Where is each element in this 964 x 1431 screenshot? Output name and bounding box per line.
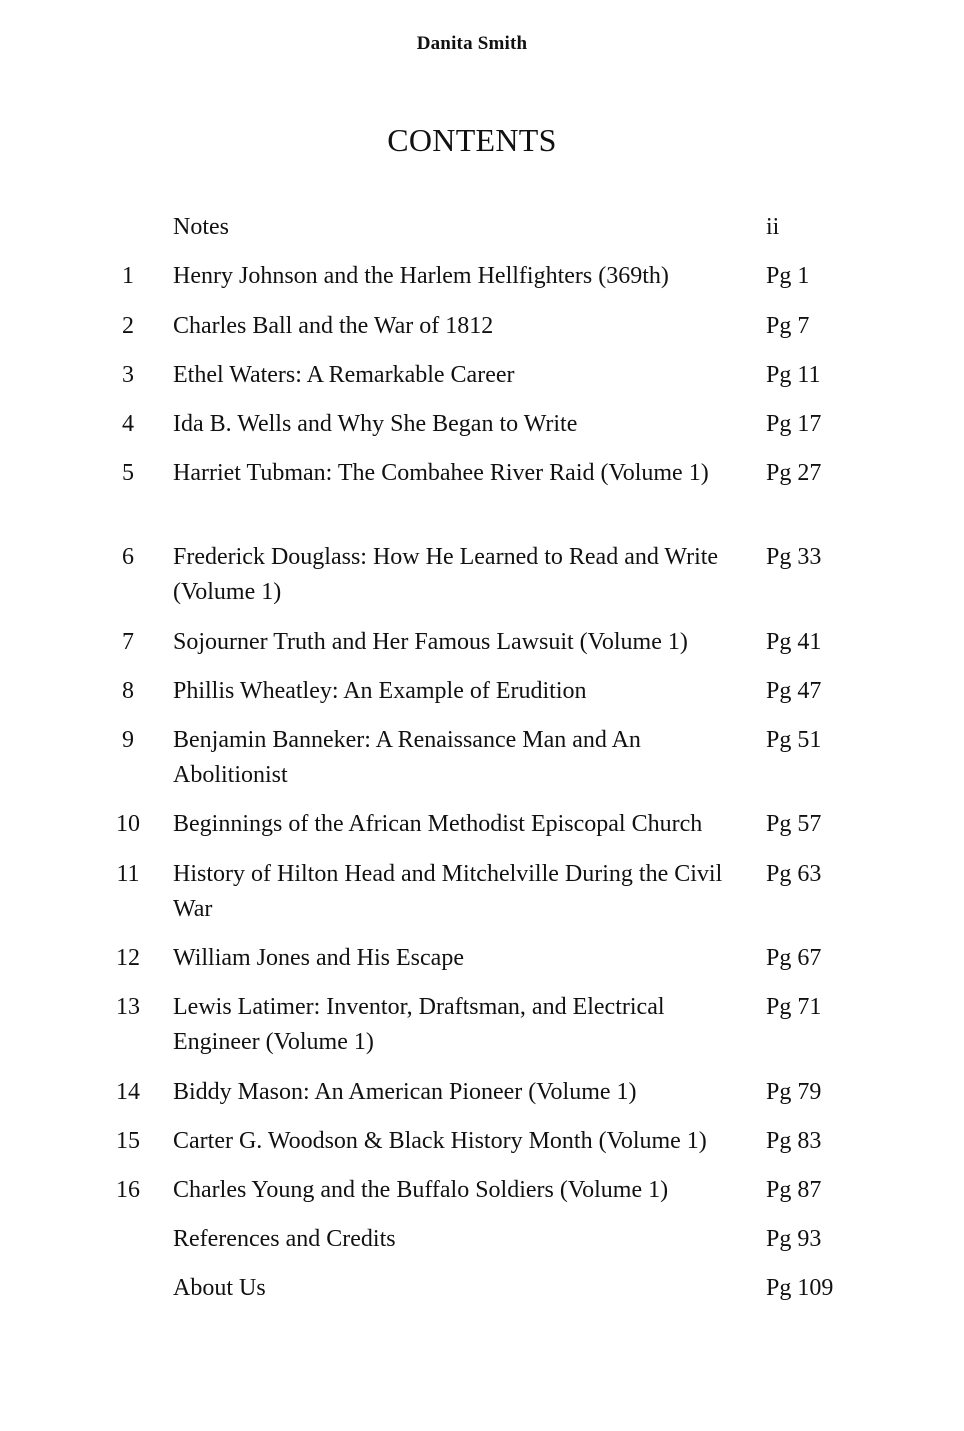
page-number: Pg 51 — [766, 727, 822, 753]
chapter-title: References and Credits — [173, 1226, 396, 1252]
chapter-title: Henry Johnson and the Harlem Hellfighters (369th) — [173, 263, 669, 289]
chapter-title: Lewis Latimer: Inventor, Draftsman, and Electrical Engineer (Volume 1) — [173, 994, 665, 1055]
chapter-title: Notes — [173, 214, 229, 240]
chapter-number: 7 — [122, 629, 134, 655]
chapter-title: Harriet Tubman: The Combahee River Raid (Volume 1) — [173, 460, 709, 486]
chapter-title: Charles Young and the Buffalo Soldiers (Volume 1) — [173, 1177, 669, 1203]
chapter-number: 1 — [122, 263, 134, 289]
chapter-title: Ethel Waters: A Remarkable Career — [173, 362, 515, 388]
page-number: Pg 47 — [766, 678, 822, 704]
chapter-number: 11 — [116, 861, 140, 887]
chapter-number: 8 — [122, 678, 134, 704]
page-number: Pg 17 — [766, 411, 822, 437]
chapter-number: 14 — [116, 1079, 140, 1105]
page-number: Pg 71 — [766, 994, 822, 1020]
chapter-number: 2 — [122, 313, 134, 339]
page-number: Pg 41 — [766, 629, 822, 655]
author-name: Danita Smith — [416, 33, 528, 54]
page-number: Pg 79 — [766, 1079, 822, 1105]
page-number: Pg 57 — [766, 811, 822, 837]
chapter-title: Benjamin Banneker: A Renaissance Man and An Abolitionist — [173, 727, 641, 788]
page-number: ii — [766, 214, 780, 240]
chapter-title: History of Hilton Head and Mitchelville During the Civil War — [173, 861, 723, 922]
chapter-title: Frederick Douglass: How He Learned to Read and Write (Volume 1) — [173, 544, 719, 605]
page-number: Pg 67 — [766, 945, 822, 971]
chapter-title: Biddy Mason: An American Pioneer (Volume 1) — [173, 1079, 637, 1105]
chapter-title: Charles Ball and the War of 1812 — [173, 313, 494, 339]
chapter-title: Carter G. Woodson & Black History Month (Volume 1) — [173, 1128, 707, 1154]
chapter-number: 15 — [116, 1128, 140, 1154]
page-number: Pg 83 — [766, 1128, 822, 1154]
page-number: Pg 33 — [766, 544, 822, 570]
chapter-number: 3 — [122, 362, 134, 388]
page-number: Pg 1 — [766, 263, 810, 289]
page-number: Pg 7 — [766, 313, 810, 339]
page-title: CONTENTS — [387, 122, 557, 158]
page-number: Pg 27 — [766, 460, 822, 486]
page-number: Pg 93 — [766, 1226, 822, 1252]
chapter-title: Beginnings of the African Methodist Episcopal Church — [173, 811, 703, 837]
chapter-title: William Jones and His Escape — [173, 945, 464, 971]
chapter-title: Ida B. Wells and Why She Began to Write — [173, 411, 578, 437]
chapter-number: 16 — [116, 1177, 140, 1203]
page-number: Pg 87 — [766, 1177, 822, 1203]
chapter-number: 4 — [122, 411, 134, 437]
chapter-number: 10 — [116, 811, 140, 837]
chapter-number: 13 — [116, 994, 140, 1020]
page-number: Pg 63 — [766, 861, 822, 887]
chapter-number: 5 — [122, 460, 134, 486]
chapter-number: 9 — [122, 727, 134, 753]
page-number: Pg 109 — [766, 1275, 834, 1301]
chapter-title: About Us — [173, 1275, 266, 1301]
chapter-title: Phillis Wheatley: An Example of Erudition — [173, 678, 587, 704]
page-number: Pg 11 — [766, 362, 821, 388]
chapter-number: 12 — [116, 945, 140, 971]
chapter-number: 6 — [122, 544, 134, 570]
chapter-title: Sojourner Truth and Her Famous Lawsuit (Volume 1) — [173, 629, 688, 655]
